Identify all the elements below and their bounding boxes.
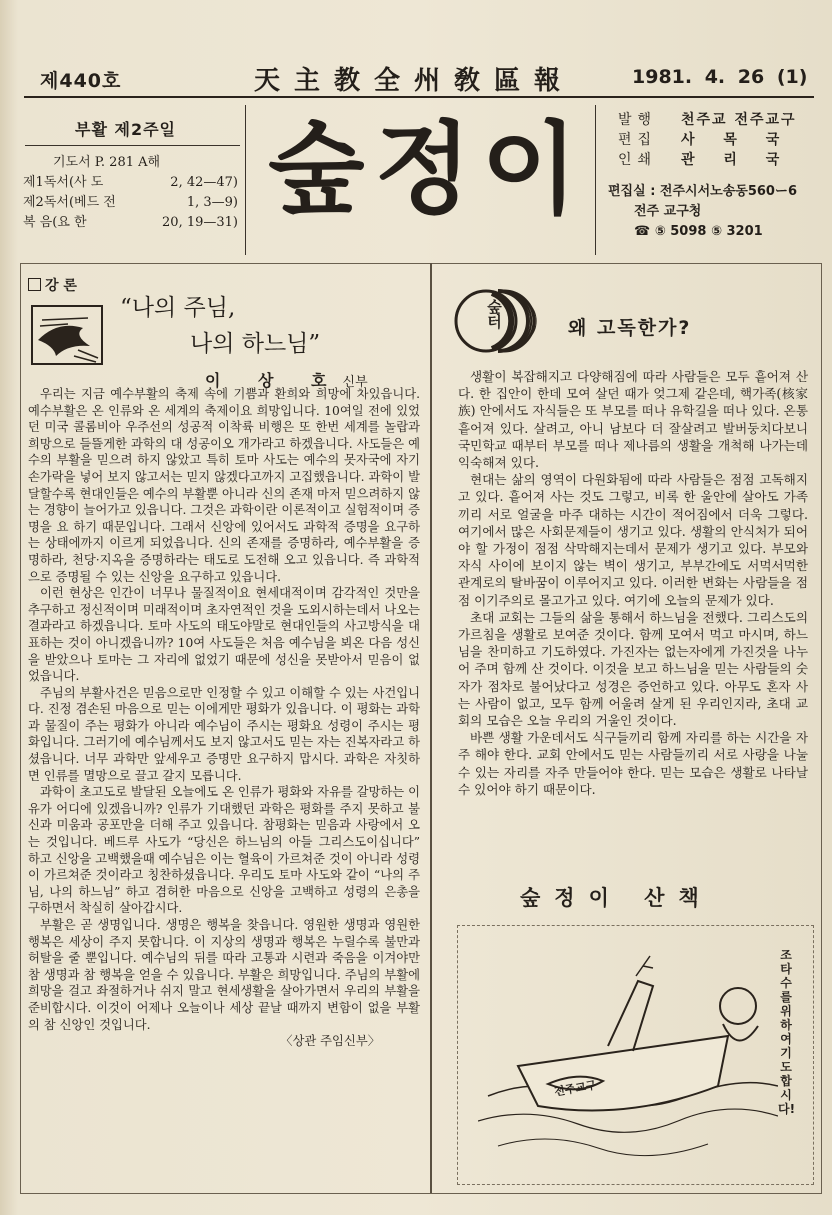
paragraph: 생활이 복잡해지고 다양해짐에 따라 사람들은 모두 흩어져 산다. 한 집안이 한데 모여 살던 때가 엊그제 같은데, 핵가족(核家族) 안에서도 자식들은 또 부모를 떠나 유학길을 떠나 있다. 온통 흩어져 있다. 살려고, 아니 남보다 더 잘살려고 발버둥치다보니 국민학교 때부터 부모를 떠나 제나름의 생활을 개척해 나가는데 익숙해져 있다. — [458, 369, 808, 471]
masthead-rule — [24, 96, 814, 98]
publisher-info — [618, 110, 797, 170]
editorial-headline — [120, 290, 320, 362]
reading-row: 제1독서(사 도 2, 42—47) — [23, 175, 238, 190]
masthead-top — [24, 58, 814, 96]
paragraph: 우리는 지금 예수부활의 축제 속에 기쁨과 환희와 희망에 차있읍니다. 예수부활은 온 인류와 온 세계의 축제이요 희망입니다. 10여일 전에 있었던 미국 콜롬비아 우주선의 성공적 이착륙 비행은 또 한번 세계를 놀랍과 희망으로 들뜰게한 과학의 대 성공이오 개가라고 하겠읍니다. 사도들은 예수의 부활을 믿으려 하지 않았고 특히 토마 사도는 예수의 못자국에 자기 손가락을 넣어 보지 않고서는 믿지 않겠다고까지 고집했읍니다. 과학이 발달할수록 현대인들은 예수의 부활뿐 아니라 신의 존재 마저 믿으려하지 않는 경향이 늘어가고 있읍니다. 그것은 과학이란 이론적이고 실험적이며 증명을 요 하기 때문입니다. 그래서 신앙에 있어서도 과학적 증명을 요구하는 상태에까지 이르게 되었읍니다. 신의 존재를 증명하라, 예수부활을 증명하라, 천당·지옥을 증명하라는 태도로 도전해 오고 있읍니다. 즉 과학적으로 증명될 수 있는 신앙을 요구하고 있읍니다. — [28, 387, 420, 584]
publisher-row: 발행 천주교 전주교구 — [618, 112, 797, 128]
frame-line — [821, 263, 822, 1193]
issue-date: 1981. 4. 26 (1) — [632, 66, 808, 88]
reading-row: 제2독서(베드 전 1, 3—9) — [23, 195, 238, 210]
issue-number: 제440호 — [40, 70, 122, 92]
editorial-author: 이 상 호신부 — [205, 371, 368, 390]
editorial-body — [28, 386, 420, 1050]
editor-place: 전주 교구청 — [634, 204, 702, 219]
divider — [25, 145, 240, 146]
editor-address: 편집실 : 전주시서노송동560ー6 — [608, 184, 798, 199]
checkbox-icon — [28, 278, 41, 291]
editorial-source: 〈상관 주임신부〉 — [280, 1034, 380, 1049]
column-separator — [430, 263, 432, 1193]
editor-office — [608, 182, 797, 242]
headline-line: “나의 주님, — [120, 295, 236, 321]
paper-title: 숲정이 — [268, 111, 588, 228]
divider — [245, 105, 246, 255]
boat-cartoon-icon — [478, 946, 778, 1171]
cartoon-title: 숲정이 산책 — [520, 886, 713, 910]
prayer-book: 기도서 P. 281 A해 — [53, 155, 161, 170]
cartoon-caption: 조타수를위하여기도합시다! — [778, 948, 796, 1116]
frame-line — [20, 1193, 822, 1194]
sunday-name: 부활 제2주일 — [75, 120, 176, 139]
boat-label: 전주교구 — [553, 1078, 598, 1099]
cartoon-panel — [457, 925, 814, 1185]
readings-list — [23, 153, 238, 233]
paragraph: 과학이 초고도로 발달된 오늘에도 온 인류가 평화와 자유를 갈망하는 이유가 어디에 있겠읍니까? 인류가 기대했던 과학은 평화를 주지 못하고 불신과 미움과 공포만을 더해 주고 있읍니다. 참평화는 믿음과 사랑에서 오는 것입니다. 베드루 사도가 “당신은 하느님의 아들 그리스도이십니다” 하고 신앙을 고백했을때 예수님은 이는 혈육이 가르쳐준 것이 아니라 성령이 가르쳐준 것이라고 칭찬하셨읍니다. 우리도 토마 사도와 같이 “나의 주님, 나의 하느님” 하고 겸허한 마음으로 신앙을 고백하고 성령의 은총을 구하면서 착실히 살아갑시다. — [28, 785, 420, 916]
dove-illustration-icon — [28, 300, 108, 370]
section-label: 강 론 — [28, 275, 77, 295]
paragraph: 바쁜 생활 가운데서도 식구들끼리 함께 자리를 하는 시간을 자주 해야 한다. 교회 안에서도 믿는 사람들끼리 서로 사랑을 나눌 수 있는 자리를 자주 만들어야 한다. 믿는 모습은 생활로 나타날 수 있어야 하기 때문이다. — [458, 730, 808, 797]
reading-row: 복 음(요 한 20, 19—31) — [23, 215, 238, 230]
frame-line — [20, 263, 822, 264]
publisher-row: 편집 사 목 국 — [618, 132, 792, 148]
frame-line — [20, 263, 21, 1193]
column-body — [458, 368, 808, 798]
column-emblem — [452, 285, 542, 360]
paragraph: 초대 교회는 그들의 삶을 통해서 하느님을 전했다. 그리스도의 가르침을 생활로 보여준 것이다. 함께 모여서 먹고 마시며, 하느님을 찬미하고 기도하였다. 가진자는 없는자에게 가진것을 나누어 주며 함께 산 것이다. 이것을 보고 하느님을 믿는 사람들의 숫자가 점차로 불어났다고 성경은 증언하고 있다. 아무도 혼자 사는 사람이 없고, 모두 함께 어울려 살게 된 우리인지라, 초대 교회의 모습은 오늘 우리의 거울인 것이다. — [458, 609, 808, 729]
paragraph: 주님의 부활사건은 믿음으로만 인정할 수 있고 이해할 수 있는 사건입니다. 진정 겸손된 마음으로 믿는 이에게만 평화가 있읍니다. 이 평화는 과학과 물질이 주는 평화가 아니라 예수님이 주시는 평화요 성령이 주시는 평화입니다. 그러기에 예수님께서도 보지 않고서도 믿는 자는 진복자라고 하셨읍니다. 너무 과학만 앞세우고 증명만 요구하지 맙시다. 과학은 자칫하면 인류를 멸망으로 끌고 갈지 모릅니다. — [28, 685, 420, 783]
headline-line: 나의 하느님” — [190, 331, 321, 357]
paragraph: 이런 현상은 인간이 너무나 물질적이요 현세대적이며 감각적인 것만을 추구하고 정신적이며 미래적이며 초자연적인 것을 도외시하는데서 나오는 결과라고 하겠읍니다. 토마 사도의 태도야말로 현대인들의 사고방식을 대표하는 것이 아니겠읍니까? 10여 사도들은 처음 예수님을 뵈온 다음 성신을 받았으나 토마는 그 자리에 없었기 때문에 성신을 못받아서 믿음이 없었읍니다. — [28, 586, 420, 684]
paragraph: 부활은 곧 생명입니다. 생명은 행복을 찾읍니다. 영원한 생명과 영원한 행복은 세상이 주지 못합니다. 이 지상의 생명과 행복은 누릴수록 불만과 허탈을 줄 뿐입니다. 예수님의 뒤를 따라 고통과 시련과 죽음을 이겨야만 참 생명과 참 행복을 얻을 수 있읍니다. 부활은 희망입니다. 주님의 부활에 희망을 걸고 좌절하거나 쉬지 말고 현세생활을 살아가면서 우리의 부활을 준비합시다. 이것이 어제나 오늘이나 세상 끝날 때까지 변함이 없을 부활의 참 신앙인 것입니다. — [28, 918, 420, 1032]
liturgy-box — [23, 113, 240, 248]
divider — [595, 105, 596, 255]
paper-name: 天主教全州敎區報 — [254, 66, 575, 96]
editor-phone: ☎ ⑤ 5098 ⑤ 3201 — [634, 224, 763, 239]
column-headline: 왜 고독한가? — [568, 317, 692, 339]
emblem-text: 숲터 — [485, 299, 503, 329]
paragraph: 현대는 삶의 영역이 다원화됨에 따라 사람들은 점점 고독해지고 있다. 흩어져 사는 것도 그렇고, 비록 한 울안에 살아도 가족끼리 서로 얼굴을 마주 대하는 시간이 적어짐에서 더욱 그렇다. 여기에서 많은 사회문제들이 생기고 있다. 생활의 안식처가 되어야 할 가정이 점점 삭막해지는데서 문제가 생기고 있다. 부모와 자식 사이에 보이지 않는 벽이 생기고, 부부간에도 서먹서먹한 관계로의 탈바꿈이 이루어지고 있다. 이러한 변화는 사람들을 점점 이기주의로 몰고가고 있다. 여기에 오늘의 문제가 있다. — [458, 472, 808, 608]
publisher-row: 인쇄 관 리 국 — [618, 152, 792, 168]
